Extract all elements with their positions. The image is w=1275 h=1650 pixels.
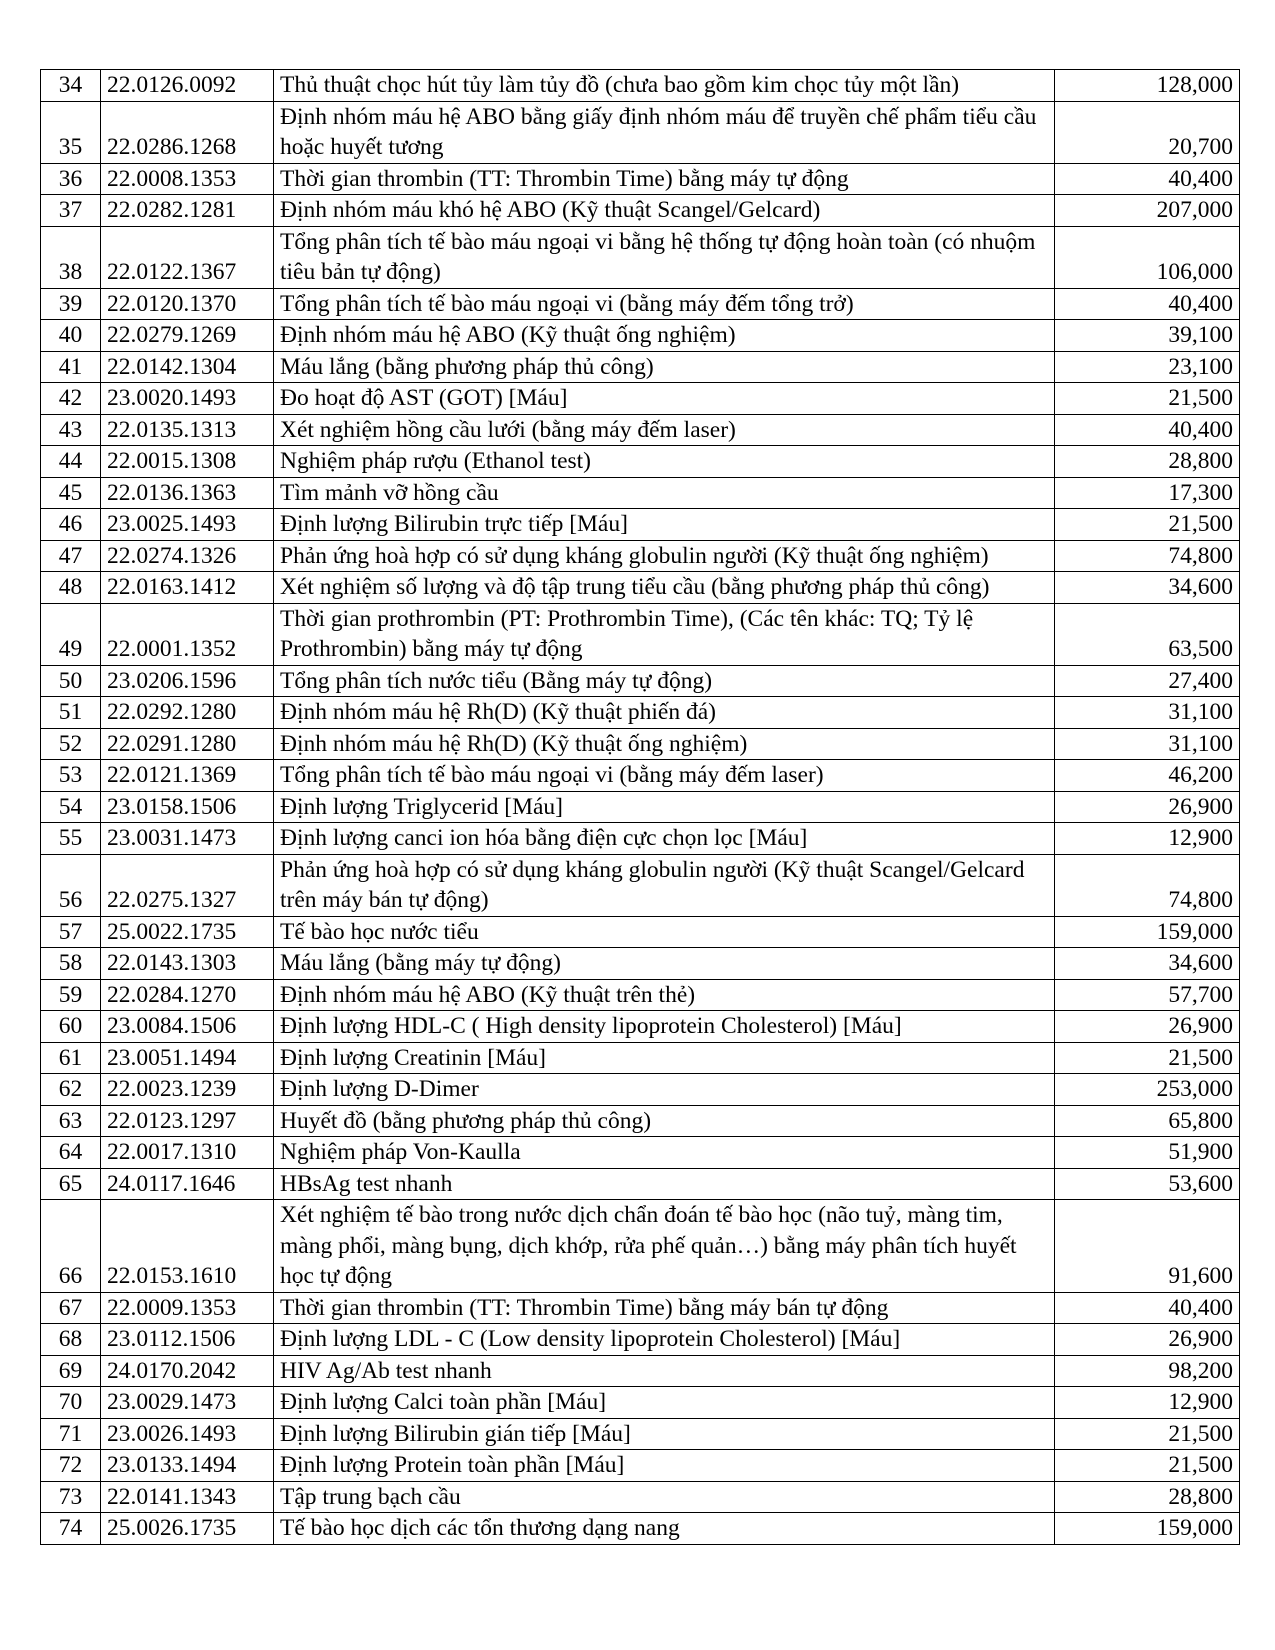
- service-code-cell: 22.0275.1327: [101, 854, 274, 916]
- service-code-cell: 22.0001.1352: [101, 603, 274, 665]
- row-number-cell: 60: [41, 1011, 101, 1043]
- table-row: [41, 1042, 1240, 1074]
- service-code-cell: 22.0153.1610: [101, 1200, 274, 1293]
- service-name-cell: Định lượng LDL - C (Low density lipoprotein Cholesterol) [Máu]: [274, 1324, 1055, 1356]
- service-name-cell: Định nhóm máu hệ Rh(D) (Kỹ thuật ống nghiệm): [274, 728, 1055, 760]
- service-name-cell: Phản ứng hoà hợp có sử dụng kháng globulin người (Kỹ thuật ống nghiệm): [274, 540, 1055, 572]
- table-row: [41, 665, 1240, 697]
- table-row: [41, 540, 1240, 572]
- service-name-cell: Định nhóm máu hệ ABO bằng giấy định nhóm máu để truyền chế phẩm tiểu cầu hoặc huyết tương: [274, 101, 1055, 163]
- service-code-cell: 22.0286.1268: [101, 101, 274, 163]
- row-number-cell: 44: [41, 446, 101, 478]
- service-name-cell: Định nhóm máu hệ Rh(D) (Kỹ thuật phiến đá): [274, 697, 1055, 729]
- service-code-cell: 23.0029.1473: [101, 1387, 274, 1419]
- service-name-cell: Định lượng canci ion hóa bằng điện cực chọn lọc [Máu]: [274, 823, 1055, 855]
- table-row: [41, 383, 1240, 415]
- row-number-cell: 71: [41, 1418, 101, 1450]
- price-cell: 63,500: [1055, 603, 1240, 665]
- price-cell: 26,900: [1055, 1324, 1240, 1356]
- table-row: [41, 226, 1240, 288]
- price-cell: 53,600: [1055, 1168, 1240, 1200]
- row-number-cell: 65: [41, 1168, 101, 1200]
- table-row: [41, 760, 1240, 792]
- row-number-cell: 34: [41, 70, 101, 102]
- service-name-cell: Tế bào học nước tiểu: [274, 916, 1055, 948]
- table-row: [41, 1513, 1240, 1545]
- table-row: [41, 509, 1240, 541]
- row-number-cell: 56: [41, 854, 101, 916]
- table-row: [41, 163, 1240, 195]
- row-number-cell: 38: [41, 226, 101, 288]
- service-code-cell: 22.0141.1343: [101, 1481, 274, 1513]
- price-cell: 40,400: [1055, 1292, 1240, 1324]
- row-number-cell: 35: [41, 101, 101, 163]
- service-name-cell: Nghiệm pháp rượu (Ethanol test): [274, 446, 1055, 478]
- service-name-cell: Xét nghiệm hồng cầu lưới (bằng máy đếm laser): [274, 414, 1055, 446]
- service-code-cell: 22.0284.1270: [101, 979, 274, 1011]
- price-cell: 46,200: [1055, 760, 1240, 792]
- service-code-cell: 23.0026.1493: [101, 1418, 274, 1450]
- service-code-cell: 23.0031.1473: [101, 823, 274, 855]
- service-name-cell: Máu lắng (bằng phương pháp thủ công): [274, 351, 1055, 383]
- row-number-cell: 54: [41, 791, 101, 823]
- price-cell: 21,500: [1055, 383, 1240, 415]
- table-row: [41, 414, 1240, 446]
- service-code-cell: 22.0009.1353: [101, 1292, 274, 1324]
- service-name-cell: Nghiệm pháp Von-Kaulla: [274, 1137, 1055, 1169]
- row-number-cell: 72: [41, 1450, 101, 1482]
- table-row: [41, 1387, 1240, 1419]
- service-name-cell: Xét nghiệm số lượng và độ tập trung tiểu cầu (bằng phương pháp thủ công): [274, 572, 1055, 604]
- table-row: [41, 446, 1240, 478]
- service-code-cell: 22.0291.1280: [101, 728, 274, 760]
- table-body: [41, 70, 1240, 1545]
- service-code-cell: 22.0274.1326: [101, 540, 274, 572]
- price-cell: 51,900: [1055, 1137, 1240, 1169]
- service-code-cell: 22.0135.1313: [101, 414, 274, 446]
- row-number-cell: 53: [41, 760, 101, 792]
- service-name-cell: Định lượng Triglycerid [Máu]: [274, 791, 1055, 823]
- row-number-cell: 41: [41, 351, 101, 383]
- price-cell: 159,000: [1055, 1513, 1240, 1545]
- price-cell: 98,200: [1055, 1355, 1240, 1387]
- service-name-cell: Xét nghiệm tế bào trong nước dịch chẩn đoán tế bào học (não tuỷ, màng tim, màng phổi, màng bụng, dịch khớp, rửa phế quản…) bằng máy phân tích huyết học tự động: [274, 1200, 1055, 1293]
- price-cell: 106,000: [1055, 226, 1240, 288]
- table-row: [41, 1200, 1240, 1293]
- service-code-cell: 25.0022.1735: [101, 916, 274, 948]
- service-name-cell: Định lượng HDL-C ( High density lipoprotein Cholesterol) [Máu]: [274, 1011, 1055, 1043]
- price-cell: 23,100: [1055, 351, 1240, 383]
- price-cell: 26,900: [1055, 1011, 1240, 1043]
- service-code-cell: 23.0112.1506: [101, 1324, 274, 1356]
- table-row: [41, 1418, 1240, 1450]
- service-code-cell: 23.0133.1494: [101, 1450, 274, 1482]
- service-code-cell: 22.0163.1412: [101, 572, 274, 604]
- table-row: [41, 1355, 1240, 1387]
- row-number-cell: 40: [41, 320, 101, 352]
- table-row: [41, 1168, 1240, 1200]
- row-number-cell: 39: [41, 288, 101, 320]
- service-code-cell: 22.0279.1269: [101, 320, 274, 352]
- row-number-cell: 50: [41, 665, 101, 697]
- service-code-cell: 22.0120.1370: [101, 288, 274, 320]
- table-row: [41, 948, 1240, 980]
- service-name-cell: Định lượng Protein toàn phần [Máu]: [274, 1450, 1055, 1482]
- service-name-cell: Thời gian prothrombin (PT: Prothrombin Time), (Các tên khác: TQ; Tỷ lệ Prothrombin) bằng máy tự động: [274, 603, 1055, 665]
- row-number-cell: 66: [41, 1200, 101, 1293]
- row-number-cell: 63: [41, 1105, 101, 1137]
- table-row: [41, 1137, 1240, 1169]
- table-row: [41, 1481, 1240, 1513]
- service-name-cell: HIV Ag/Ab test nhanh: [274, 1355, 1055, 1387]
- service-code-cell: 24.0170.2042: [101, 1355, 274, 1387]
- price-cell: 17,300: [1055, 477, 1240, 509]
- service-name-cell: Định nhóm máu hệ ABO (Kỹ thuật trên thẻ): [274, 979, 1055, 1011]
- row-number-cell: 67: [41, 1292, 101, 1324]
- row-number-cell: 69: [41, 1355, 101, 1387]
- service-code-cell: 22.0121.1369: [101, 760, 274, 792]
- table-row: [41, 320, 1240, 352]
- price-cell: 128,000: [1055, 70, 1240, 102]
- row-number-cell: 52: [41, 728, 101, 760]
- table-row: [41, 728, 1240, 760]
- service-name-cell: HBsAg test nhanh: [274, 1168, 1055, 1200]
- service-code-cell: 23.0206.1596: [101, 665, 274, 697]
- price-cell: 28,800: [1055, 446, 1240, 478]
- service-code-cell: 22.0292.1280: [101, 697, 274, 729]
- service-code-cell: 22.0008.1353: [101, 163, 274, 195]
- price-cell: 21,500: [1055, 1418, 1240, 1450]
- row-number-cell: 68: [41, 1324, 101, 1356]
- row-number-cell: 74: [41, 1513, 101, 1545]
- service-name-cell: Tìm mảnh vỡ hồng cầu: [274, 477, 1055, 509]
- price-cell: 40,400: [1055, 163, 1240, 195]
- service-code-cell: 22.0136.1363: [101, 477, 274, 509]
- price-cell: 20,700: [1055, 101, 1240, 163]
- table-row: [41, 979, 1240, 1011]
- price-cell: 21,500: [1055, 509, 1240, 541]
- table-row: [41, 791, 1240, 823]
- service-code-cell: 22.0126.0092: [101, 70, 274, 102]
- price-cell: 91,600: [1055, 1200, 1240, 1293]
- service-name-cell: Phản ứng hoà hợp có sử dụng kháng globulin người (Kỹ thuật Scangel/Gelcard trên máy bán tự động): [274, 854, 1055, 916]
- row-number-cell: 58: [41, 948, 101, 980]
- service-name-cell: Định nhóm máu hệ ABO (Kỹ thuật ống nghiệm): [274, 320, 1055, 352]
- service-code-cell: 23.0051.1494: [101, 1042, 274, 1074]
- table-row: [41, 288, 1240, 320]
- table-row: [41, 1292, 1240, 1324]
- price-cell: 12,900: [1055, 823, 1240, 855]
- row-number-cell: 64: [41, 1137, 101, 1169]
- service-name-cell: Tế bào học dịch các tổn thương dạng nang: [274, 1513, 1055, 1545]
- service-name-cell: Tổng phân tích tế bào máu ngoại vi (bằng máy đếm tổng trở): [274, 288, 1055, 320]
- table-row: [41, 854, 1240, 916]
- price-cell: 34,600: [1055, 572, 1240, 604]
- row-number-cell: 47: [41, 540, 101, 572]
- table-row: [41, 603, 1240, 665]
- service-code-cell: 22.0123.1297: [101, 1105, 274, 1137]
- table-row: [41, 477, 1240, 509]
- table-row: [41, 1324, 1240, 1356]
- row-number-cell: 62: [41, 1074, 101, 1106]
- table-row: [41, 1105, 1240, 1137]
- service-name-cell: Tập trung bạch cầu: [274, 1481, 1055, 1513]
- table-row: [41, 572, 1240, 604]
- row-number-cell: 48: [41, 572, 101, 604]
- row-number-cell: 36: [41, 163, 101, 195]
- price-cell: 253,000: [1055, 1074, 1240, 1106]
- table-row: [41, 823, 1240, 855]
- price-cell: 57,700: [1055, 979, 1240, 1011]
- price-table: [40, 69, 1240, 1545]
- service-name-cell: Tổng phân tích nước tiểu (Bằng máy tự động): [274, 665, 1055, 697]
- table-row: [41, 101, 1240, 163]
- row-number-cell: 51: [41, 697, 101, 729]
- price-cell: 26,900: [1055, 791, 1240, 823]
- table-row: [41, 697, 1240, 729]
- service-code-cell: 22.0023.1239: [101, 1074, 274, 1106]
- service-name-cell: Định nhóm máu khó hệ ABO (Kỹ thuật Scangel/Gelcard): [274, 195, 1055, 227]
- price-cell: 27,400: [1055, 665, 1240, 697]
- price-cell: 65,800: [1055, 1105, 1240, 1137]
- table-row: [41, 1074, 1240, 1106]
- service-name-cell: Tổng phân tích tế bào máu ngoại vi bằng hệ thống tự động hoàn toàn (có nhuộm tiêu bản tự động): [274, 226, 1055, 288]
- service-name-cell: Máu lắng (bằng máy tự động): [274, 948, 1055, 980]
- row-number-cell: 55: [41, 823, 101, 855]
- table-row: [41, 1450, 1240, 1482]
- row-number-cell: 70: [41, 1387, 101, 1419]
- service-name-cell: Tổng phân tích tế bào máu ngoại vi (bằng máy đếm laser): [274, 760, 1055, 792]
- price-cell: 12,900: [1055, 1387, 1240, 1419]
- table-row: [41, 351, 1240, 383]
- service-name-cell: Định lượng D-Dimer: [274, 1074, 1055, 1106]
- service-code-cell: 25.0026.1735: [101, 1513, 274, 1545]
- price-cell: 34,600: [1055, 948, 1240, 980]
- row-number-cell: 73: [41, 1481, 101, 1513]
- table-row: [41, 195, 1240, 227]
- price-cell: 39,100: [1055, 320, 1240, 352]
- service-code-cell: 22.0122.1367: [101, 226, 274, 288]
- service-name-cell: Định lượng Bilirubin gián tiếp [Máu]: [274, 1418, 1055, 1450]
- service-name-cell: Thời gian thrombin (TT: Thrombin Time) bằng máy tự động: [274, 163, 1055, 195]
- table-row: [41, 70, 1240, 102]
- table-row: [41, 1011, 1240, 1043]
- service-code-cell: 23.0158.1506: [101, 791, 274, 823]
- service-code-cell: 24.0117.1646: [101, 1168, 274, 1200]
- row-number-cell: 42: [41, 383, 101, 415]
- service-name-cell: Huyết đồ (bằng phương pháp thủ công): [274, 1105, 1055, 1137]
- service-code-cell: 23.0084.1506: [101, 1011, 274, 1043]
- service-code-cell: 23.0025.1493: [101, 509, 274, 541]
- service-code-cell: 22.0143.1303: [101, 948, 274, 980]
- row-number-cell: 59: [41, 979, 101, 1011]
- service-name-cell: Thủ thuật chọc hút tủy làm tủy đồ (chưa bao gồm kim chọc tủy một lần): [274, 70, 1055, 102]
- service-name-cell: Định lượng Bilirubin trực tiếp [Máu]: [274, 509, 1055, 541]
- service-code-cell: 22.0142.1304: [101, 351, 274, 383]
- price-cell: 74,800: [1055, 854, 1240, 916]
- price-cell: 31,100: [1055, 728, 1240, 760]
- service-code-cell: 22.0282.1281: [101, 195, 274, 227]
- service-name-cell: Thời gian thrombin (TT: Thrombin Time) bằng máy bán tự động: [274, 1292, 1055, 1324]
- row-number-cell: 37: [41, 195, 101, 227]
- price-cell: 21,500: [1055, 1042, 1240, 1074]
- service-name-cell: Định lượng Calci toàn phần [Máu]: [274, 1387, 1055, 1419]
- price-cell: 28,800: [1055, 1481, 1240, 1513]
- row-number-cell: 61: [41, 1042, 101, 1074]
- row-number-cell: 49: [41, 603, 101, 665]
- price-cell: 31,100: [1055, 697, 1240, 729]
- table-row: [41, 916, 1240, 948]
- row-number-cell: 43: [41, 414, 101, 446]
- price-cell: 74,800: [1055, 540, 1240, 572]
- service-code-cell: 22.0015.1308: [101, 446, 274, 478]
- price-cell: 21,500: [1055, 1450, 1240, 1482]
- row-number-cell: 57: [41, 916, 101, 948]
- price-cell: 40,400: [1055, 288, 1240, 320]
- service-name-cell: Định lượng Creatinin [Máu]: [274, 1042, 1055, 1074]
- service-code-cell: 22.0017.1310: [101, 1137, 274, 1169]
- service-code-cell: 23.0020.1493: [101, 383, 274, 415]
- price-cell: 159,000: [1055, 916, 1240, 948]
- price-cell: 40,400: [1055, 414, 1240, 446]
- row-number-cell: 46: [41, 509, 101, 541]
- price-cell: 207,000: [1055, 195, 1240, 227]
- row-number-cell: 45: [41, 477, 101, 509]
- service-name-cell: Đo hoạt độ AST (GOT) [Máu]: [274, 383, 1055, 415]
